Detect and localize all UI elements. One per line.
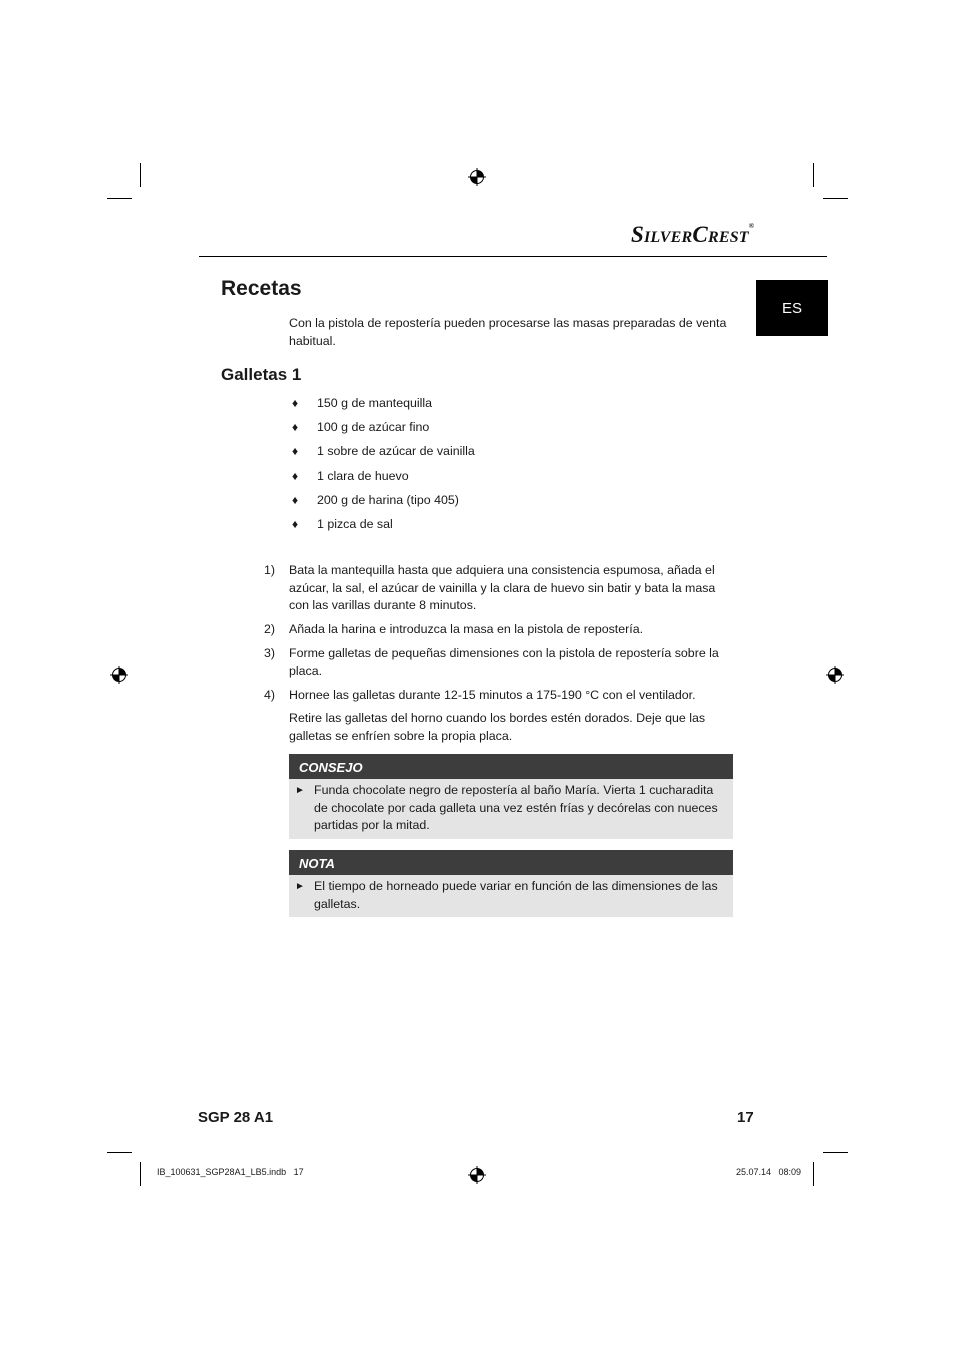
note-text: El tiempo de horneado puede variar en función de las dimensiones de las galletas. [314, 879, 718, 911]
recipe-title: Galletas 1 [221, 365, 302, 384]
list-item: ♦ 1 sobre de azúcar de vainilla [292, 443, 475, 467]
note-content [289, 875, 733, 917]
closing-paragraph: Retire las galletas del horno cuando los bordes estén dorados. Deje que las galletas se enfríen sobre la propia placa. [289, 711, 706, 743]
arrow-bullet-icon: ► [295, 785, 305, 796]
step-item: 4) Hornee las galletas durante 12-15 minutos a 175-190 °C con el ventilador. [264, 687, 696, 702]
intro-paragraph: Con la pistola de repostería pueden procesarse las masas preparadas de venta habitual. [289, 316, 727, 348]
diamond-bullet-icon: ♦ [292, 396, 299, 410]
note-box [289, 850, 733, 917]
diamond-bullet-icon: ♦ [292, 492, 299, 507]
step-item: 2) Añada la harina e introduzca la masa en la pistola de repostería. [264, 622, 644, 636]
note-heading: NOTA [289, 850, 733, 875]
model-number: SGP 28 A1 [198, 1109, 274, 1126]
list-item: ♦ 1 pizca de sal [292, 516, 475, 540]
registration-mark-icon [110, 666, 128, 684]
brand-logo: SILVERCREST® [631, 222, 755, 247]
list-item: ♦ 100 g de azúcar fino [292, 419, 475, 443]
page-title: Recetas [221, 277, 302, 300]
crop-mark [813, 1162, 814, 1186]
diamond-bullet-icon: ♦ [292, 444, 299, 459]
list-item: ♦ 200 g de harina (tipo 405) [292, 492, 475, 516]
print-slug-datetime: 25.07.14 08:09 [736, 1167, 802, 1177]
diamond-bullet-icon: ♦ [292, 516, 299, 531]
tip-content [289, 779, 733, 839]
list-item: ♦ 150 g de mantequilla [292, 395, 475, 419]
crop-mark [140, 1162, 141, 1186]
tip-heading: CONSEJO [289, 754, 733, 779]
diamond-bullet-icon: ♦ [292, 420, 299, 435]
instruction-steps [264, 562, 734, 711]
print-slug-file: IB_100631_SGP28A1_LB5.indb 17 [157, 1167, 304, 1177]
crop-mark [140, 163, 141, 187]
registration-mark-icon [468, 1166, 486, 1184]
step-item: 3) Forme galletas de pequeñas dimensiones con la pistola de repostería sobre la placa. [264, 646, 719, 678]
step-item: 1) Bata la mantequilla hasta que adquiera una consistencia espumosa, añada el azúcar, la sal, el azúcar de vainilla y la clara de huevo sin batir y bata la masa con las varillas durante 8 minutos. [264, 563, 716, 612]
list-item: ♦ 1 clara de huevo [292, 468, 475, 492]
crop-mark [823, 198, 848, 199]
registration-mark-icon [468, 168, 486, 186]
tip-box [289, 754, 733, 839]
page-number: 17 [737, 1109, 754, 1126]
diamond-bullet-icon: ♦ [292, 468, 299, 483]
crop-mark [107, 198, 132, 199]
crop-mark [107, 1152, 132, 1153]
header-rule [199, 256, 827, 257]
language-tab: ES [756, 280, 828, 336]
arrow-bullet-icon: ► [295, 881, 305, 892]
ingredient-list [292, 395, 475, 540]
registration-mark-icon [826, 666, 844, 684]
crop-mark [813, 163, 814, 187]
tip-text: Funda chocolate negro de repostería al baño María. Vierta 1 cucharadita de chocolate por cada galleta una vez estén frías y decórelas con nueces partidas por la mitad. [314, 783, 718, 832]
crop-mark [823, 1152, 848, 1153]
